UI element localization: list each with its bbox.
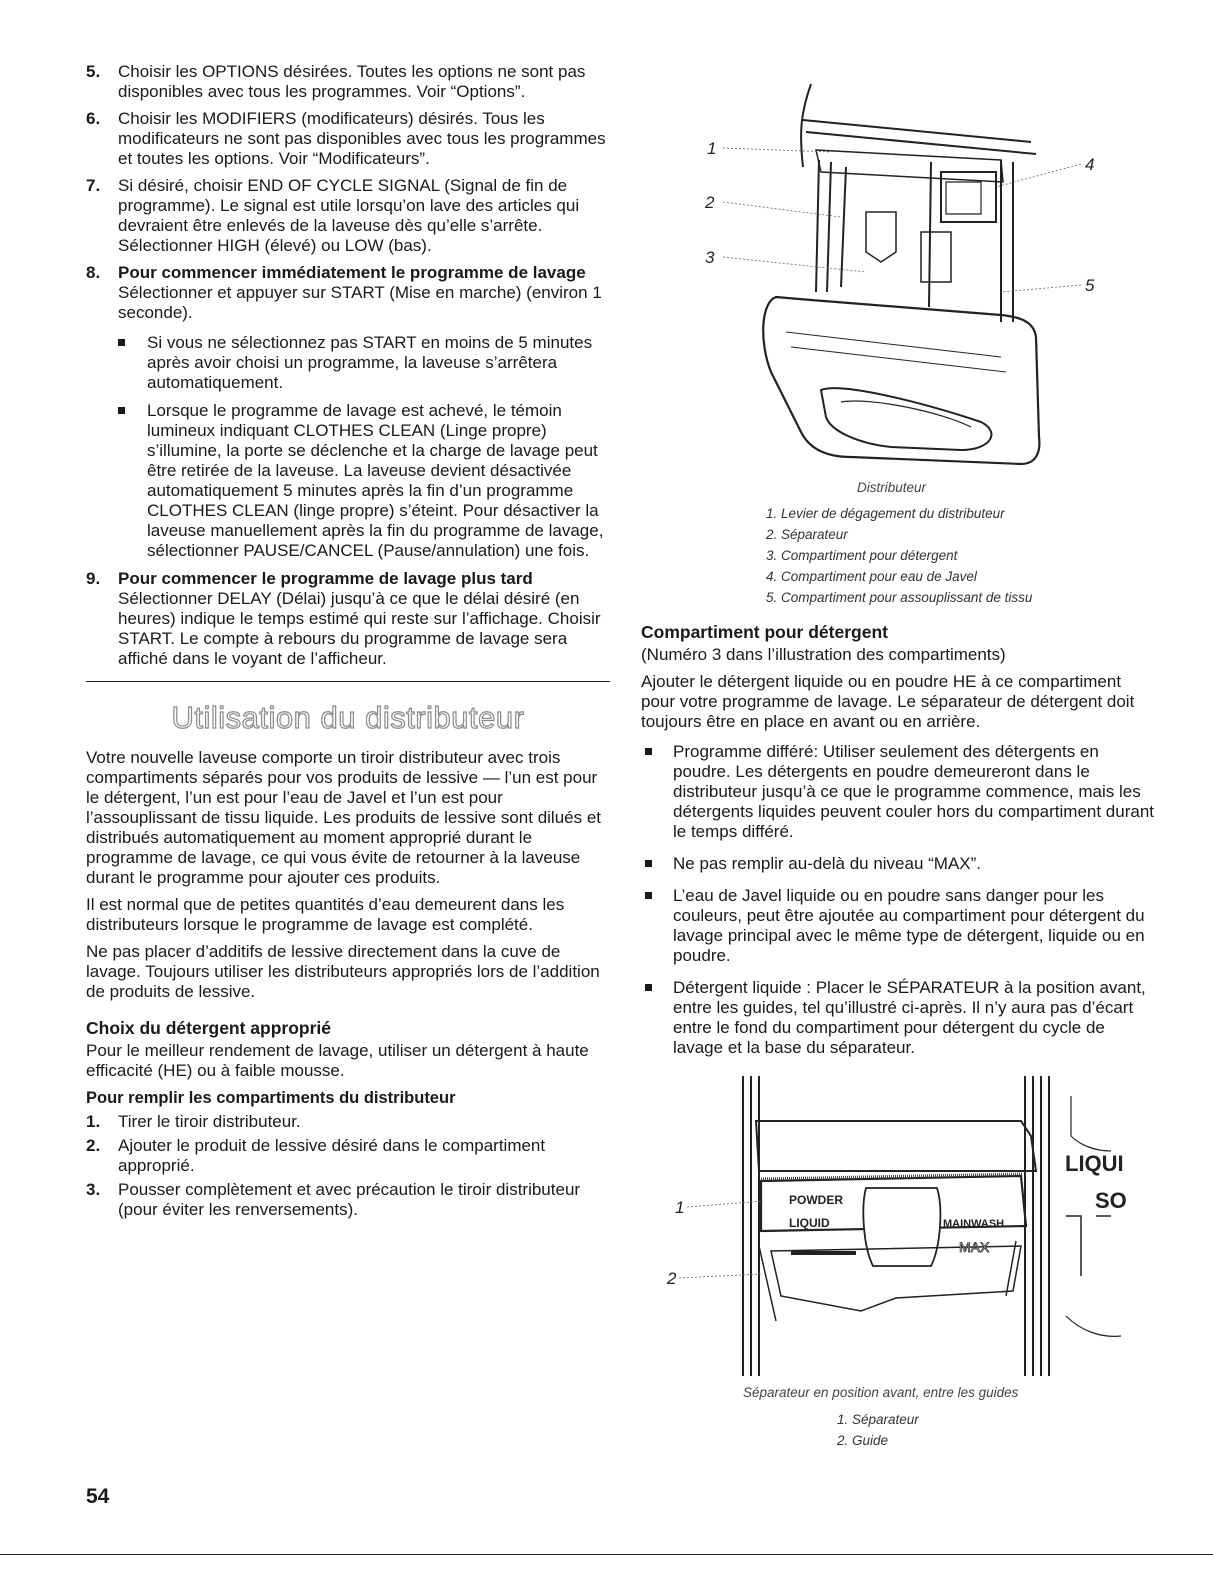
body-paragraph: (Numéro 3 dans l’illustration des compartiments): [641, 645, 1006, 664]
step-9: [86, 569, 610, 669]
body-paragraph: Il est normal que de petites quantités d’eau demeurent dans les distributeurs lorsque le programme de lavage est complété.: [86, 895, 565, 934]
callout-2: 2: [705, 193, 715, 212]
step-text: Sélectionner et appuyer sur START (Mise en marche) (environ 1 seconde).: [118, 283, 602, 322]
callout-4: 4: [1085, 155, 1095, 174]
step-text: Sélectionner DELAY (Délai) jusqu’à ce que le délai désiré (en heures) indique le temps estimé qui reste sur l’affichage. Choisir START. Le compte à rebours du programme de lavage sera affiché dans le voyant de l’afficheur.: [118, 589, 601, 668]
step-heading: Pour commencer le programme de lavage plus tard: [118, 569, 533, 588]
callout-2: 2: [667, 1269, 677, 1288]
step-text: Ajouter le produit de lessive désiré dans le compartiment approprié.: [118, 1136, 546, 1175]
step-number: 1.: [86, 1112, 101, 1131]
bullet-item: Si vous ne sélectionnez pas START en moins de 5 minutes après avoir choisi un programme, la laveuse s’arrêtera automatiquement.: [86, 333, 610, 393]
section-divider: [86, 681, 610, 682]
fill-step-2: [86, 1136, 610, 1176]
body-paragraph: Ne pas placer d’additifs de lessive directement dans la cuve de lavage. Toujours utiliser les distributeurs appropriés lors de l’addition de produits de lessive.: [86, 942, 600, 1001]
dispenser-figure: [641, 72, 1159, 495]
figure-legend: [837, 1409, 1159, 1451]
legend-item: 1. Levier de dégagement du distributeur: [766, 506, 1005, 521]
step-text: Choisir les OPTIONS désirées. Toutes les options ne sont pas disponibles avec tous les programmes. Voir “Options”.: [118, 62, 586, 101]
body-paragraph: Votre nouvelle laveuse comporte un tiroir distributeur avec trois compartiments séparés pour vos produits de lessive — l’un est pour le détergent, l’un est pour l’eau de Javel et l’un est pour l’assouplissant de tissu liquide. Les produits de lessive sont dilués et distribués automatiquement au moment approprié durant le programme de lavage, ce qui vous évite de retourner à la laveuse durant le programme pour ajouter ces produits.: [86, 748, 602, 887]
dispenser-illustration: [641, 72, 1159, 477]
step-number: 6.: [86, 109, 101, 128]
subheading-remplir: Pour remplir les compartiments du distributeur: [86, 1089, 456, 1107]
step-number: 8.: [86, 263, 101, 282]
page-number: 54: [86, 1485, 110, 1508]
step-7: [86, 176, 610, 256]
legend-item: 2. Séparateur: [766, 527, 848, 542]
fill-step-1: [86, 1112, 610, 1132]
bullet-item: Lorsque le programme de lavage est achevé, le témoin lumineux indiquant CLOTHES CLEAN (Linge propre) s’illumine, la porte se déclenche et la charge de lavage peut être retirée de la laveuse. La laveuse devient désactivée automatiquement 5 minutes après la fin d’un programme CLOTHES CLEAN (linge propre) s’éteint. Pour désactiver la laveuse manuellement après la fin du programme de lavage, sélectionner PAUSE/CANCEL (Pause/annulation) une fois.: [86, 401, 610, 561]
right-column: [641, 72, 1159, 1451]
subheading-compartiment: Compartiment pour détergent: [641, 622, 888, 642]
liquid-label: LIQUID: [789, 1216, 830, 1230]
step-text: Si désiré, choisir END OF CYCLE SIGNAL (Signal de fin de programme). Le signal est utile lorsqu’on lave des articles qui devraient être enlevés de la laveuse dès qu’elle s’arrête. Sélectionner HIGH (élevé) ou LOW (bas).: [118, 176, 580, 255]
figure-caption: Distributeur: [857, 480, 927, 495]
bottom-divider: [0, 1554, 1213, 1555]
bullet-item: Détergent liquide : Placer le SÉPARATEUR à la position avant, entre les guides, tel qu’illustré ci-après. Il n’y aura pas d’écart entre le fond du compartiment pour détergent du cycle de lavage et la base du séparateur.: [641, 978, 1159, 1058]
figure-caption: Séparateur en position avant, entre les guides: [743, 1385, 1019, 1400]
separator-figure: [641, 1076, 1159, 1376]
powder-label: POWDER: [789, 1193, 843, 1207]
step-heading: Pour commencer immédiatement le programme de lavage: [118, 263, 586, 282]
liqui-label: LIQUI: [1065, 1151, 1124, 1176]
step-number: 7.: [86, 176, 101, 195]
fill-step-3: [86, 1180, 610, 1220]
left-column: [86, 62, 610, 1227]
callout-1: 1: [707, 139, 717, 158]
section-title: Utilisation du distributeur: [171, 700, 525, 735]
body-paragraph: Pour le meilleur rendement de lavage, utiliser un détergent à haute efficacité (HE) ou à faible mousse.: [86, 1041, 589, 1080]
step-5: [86, 62, 610, 102]
legend-item: 1. Séparateur: [837, 1412, 919, 1427]
figure-legend: [766, 503, 1159, 608]
subheading-choix: Choix du détergent approprié: [86, 1018, 332, 1038]
bullet-item: Ne pas remplir au-delà du niveau “MAX”.: [641, 854, 1159, 874]
step-number: 2.: [86, 1136, 101, 1155]
callout-1: 1: [675, 1198, 685, 1217]
step-text: Choisir les MODIFIERS (modificateurs) désirés. Tous les modificateurs ne sont pas disponibles avec tous les programmes et toutes les options. Voir “Modificateurs”.: [118, 109, 606, 168]
body-paragraph: Ajouter le détergent liquide ou en poudre HE à ce compartiment pour votre programme de lavage. Le séparateur de détergent doit toujours être en place en avant ou en arrière.: [641, 672, 1135, 731]
mainwash-label: MAINWASH: [943, 1218, 1005, 1230]
step-6: [86, 109, 610, 169]
legend-item: 2. Guide: [837, 1433, 889, 1448]
callout-5: 5: [1085, 276, 1095, 295]
bullet-item: Programme différé: Utiliser seulement des détergents en poudre. Les détergents en poudre demeureront dans le distributeur jusqu’à ce que le programme commence, mais les détergents liquides peuvent couler hors du compartiment durant le temps différé.: [641, 742, 1159, 842]
step-number: 9.: [86, 569, 101, 588]
callout-3: 3: [705, 248, 715, 267]
step-number: 3.: [86, 1180, 101, 1199]
separator-illustration: [641, 1076, 1159, 1376]
step-number: 5.: [86, 62, 101, 81]
max-label: MAX: [959, 1239, 990, 1255]
bullet-item: L’eau de Javel liquide ou en poudre sans danger pour les couleurs, peut être ajoutée au compartiment pour détergent du lavage principal avec le même type de détergent, liquide ou en poudre.: [641, 886, 1159, 966]
step-text: Pousser complètement et avec précaution le tiroir distributeur (pour éviter les renversements).: [118, 1180, 581, 1219]
so-label: SO: [1095, 1188, 1127, 1213]
step-8: [86, 263, 610, 323]
legend-item: 4. Compartiment pour eau de Javel: [766, 569, 977, 584]
step-text: Tirer le tiroir distributeur.: [118, 1112, 301, 1131]
legend-item: 3. Compartiment pour détergent: [766, 548, 958, 563]
legend-item: 5. Compartiment pour assouplissant de tissu: [766, 590, 1033, 605]
